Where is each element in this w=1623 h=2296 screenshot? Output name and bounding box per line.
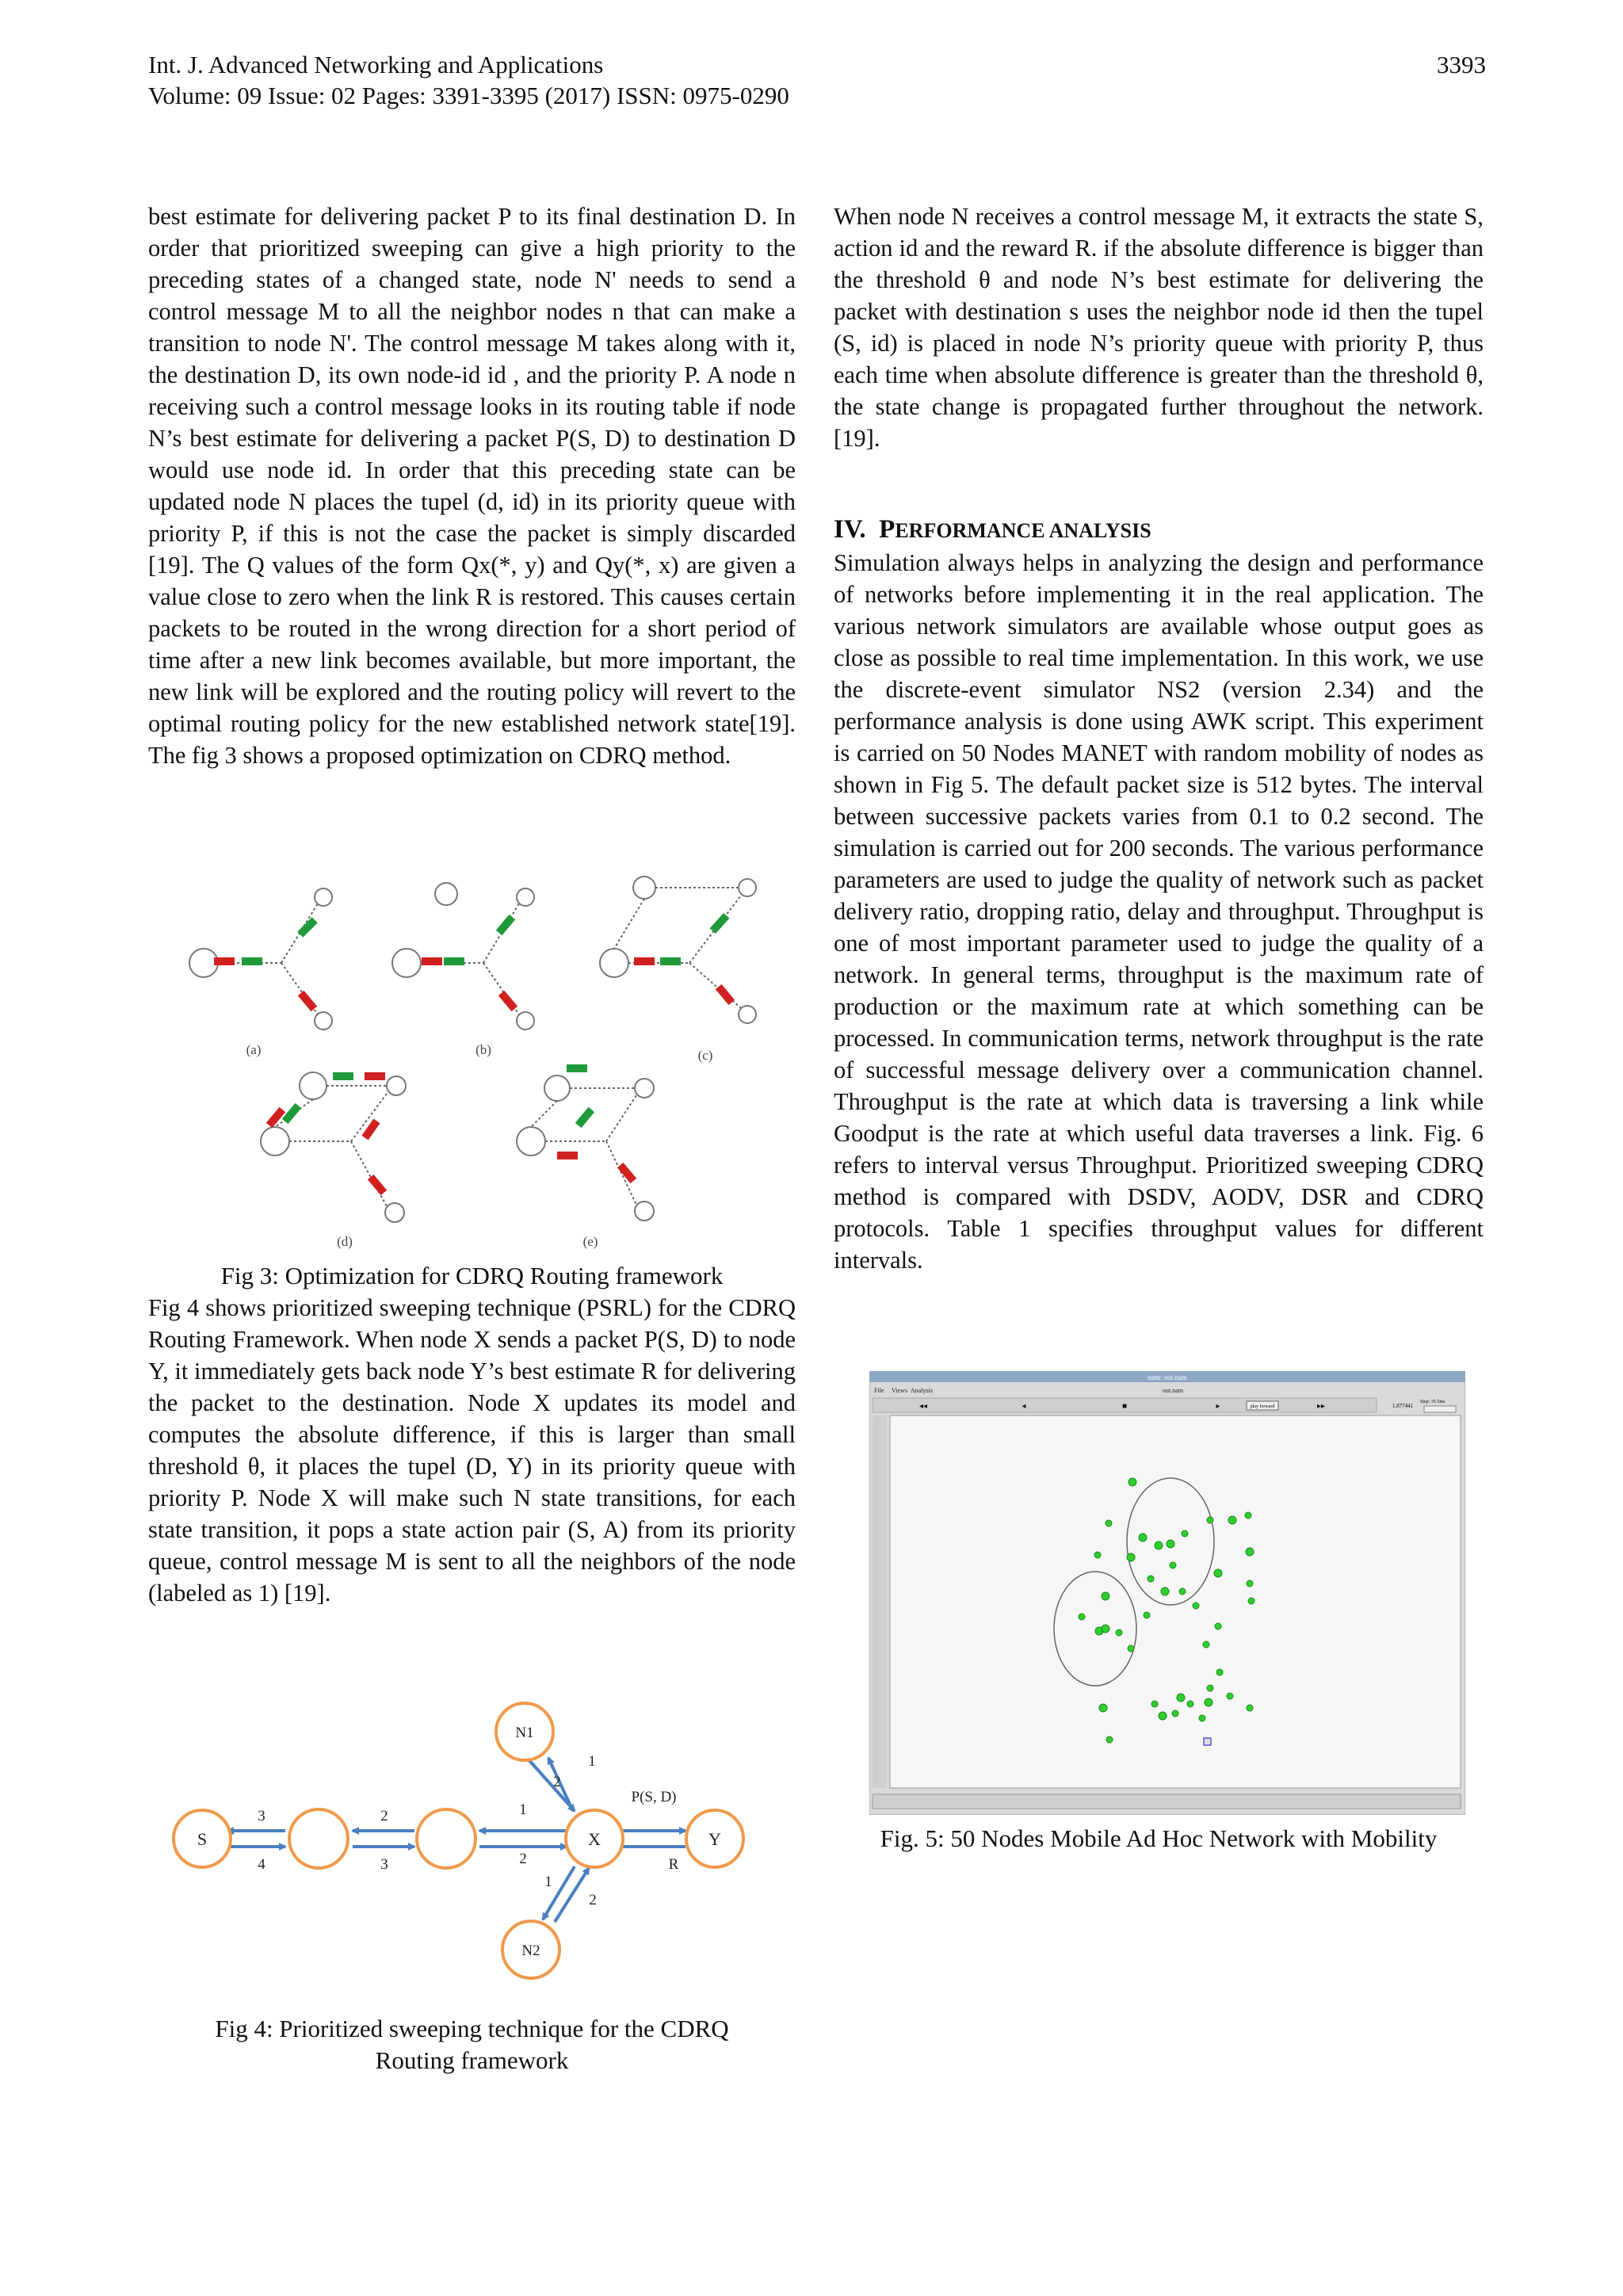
fig5-selected-node: [1204, 1738, 1211, 1745]
section-heading: [834, 514, 1151, 547]
fig4-edge-label: 1: [519, 1801, 527, 1818]
red-packets: [214, 957, 735, 1195]
fig4-node-x-label: X: [588, 1829, 601, 1849]
fig4-edge-label: 2: [589, 1892, 597, 1908]
journal-name: Int. J. Advanced Networking and Applications: [148, 51, 604, 78]
fig4-edge-label: 2: [553, 1774, 561, 1790]
fig4-edge-label: 2: [380, 1808, 388, 1824]
fig5-menu-file[interactable]: File: [874, 1387, 884, 1394]
left-column-bottom: [148, 1292, 796, 1609]
fig5-step-readout: Step: 35.5ms: [1420, 1400, 1445, 1404]
section-title-rest: ERFORMANCE ANALYSIS: [895, 519, 1151, 542]
fig4-diagram: [162, 1652, 796, 2001]
fig5-caption: Fig. 5: 50 Nodes Mobile Ad Hoc Network with Mobility: [880, 1824, 1438, 1852]
fig3-label-d: (d): [337, 1234, 353, 1249]
fig5-back-icon[interactable]: ◂: [1022, 1402, 1026, 1411]
fig4-node-y-label: Y: [708, 1829, 721, 1849]
fig4-caption-line-2: Routing framework: [375, 2046, 569, 2074]
left-paragraph-1: best estimate for delivering packet P to its final destination D. In order that prioritized sweeping can give a high priority to the preceding states of a changed state, node N' needs to send a control message M to all the neighbor nodes n that can make a transition to node N'. The control message M takes along with it, the destination D, its own node-id id , and the priority P. A node n receiving such a control message looks in its routing table if node N’s best estimate for delivering a packet P(S, D) to destination D would use node id. In order that this preceding state can be updated node N places the tupel (d, id) in its priority queue with priority P, if this is not the case the packet is simply discarded [19]. The Q values of the form Qx(*, y) and Qy(*, x) are given a value close to zero when the link R is restored. This causes certain packets to be routed in the wrong direction for a short period of time after a new link becomes available, but more important, the new link will be explored and the routing policy will revert to the optimal routing policy for the new established network state[19]. The fig 3 shows a proposed optimization on CDRQ method.: [148, 203, 796, 769]
fig5-filename: out.nam: [1163, 1387, 1183, 1394]
fig5-menu-views[interactable]: Views: [892, 1387, 907, 1394]
page-number: 3393: [1437, 51, 1486, 78]
fig4-edge-label: 1: [544, 1874, 552, 1890]
section-title-initial: P: [879, 515, 896, 544]
fig5-stop-icon[interactable]: ■: [1121, 1402, 1128, 1411]
fig4-caption: [148, 2013, 796, 2076]
fig5-menu-analysis[interactable]: Analysis: [911, 1387, 933, 1394]
fig4-node-s-label: S: [197, 1829, 208, 1849]
fig3-caption: Fig 3: Optimization for CDRQ Routing framework: [220, 1262, 724, 1289]
fig5-fast-forward-icon[interactable]: ▸▸: [1316, 1402, 1326, 1411]
left-column-top: [148, 201, 796, 771]
right-column-bottom: [834, 547, 1484, 1276]
fig5-rewind-icon[interactable]: ◂◂: [918, 1402, 928, 1411]
fig4-edge-label: R: [668, 1856, 679, 1873]
fig3-diagram: [162, 864, 789, 1252]
fig4-edge-label: P(S, D): [631, 1789, 677, 1805]
fig4-node-n1-label: N1: [515, 1725, 534, 1741]
fig4-edge-label: 1: [588, 1753, 596, 1770]
right-paragraph-1: When node N receives a control message M, it extracts the state S, action id and the reward R. if the absolute difference is bigger than the threshold θ and node N’s best estimate for delivering the packet with destination s uses the neighbor node id then the tupel (S, id) is placed in node N’s priority queue with priority P, thus each time when absolute difference is greater than the threshold θ, the state change is propagated further throughout the network. [19].: [834, 203, 1484, 452]
page-header: [148, 49, 1486, 111]
fig5-play-icon[interactable]: ▸: [1216, 1402, 1220, 1411]
fig5-canvas: [890, 1415, 1461, 1788]
fig5-nam-screenshot: [869, 1371, 1465, 1815]
fig3-label-e: (e): [582, 1234, 598, 1249]
fig3-label-b: (b): [475, 1042, 491, 1057]
fig3-label-c: (c): [697, 1048, 713, 1063]
fig5-window-title: nam: out.nam: [1148, 1373, 1187, 1381]
left-paragraph-2: Fig 4 shows prioritized sweeping technique (PSRL) for the CDRQ Routing Framework. When node X sends a packet P(S, D) to node Y, it immediately gets back node Y’s best estimate R for delivering the packet to the destination. Node X updates its model and computes the absolute difference, if this is larger than small threshold θ, it places the tupel (D, Y) in its priority queue with priority P. Node X will make such N state transitions, for each state transition, it pops a state action pair (S, A) from its priority queue, control message M is sent to all the neighbors of the node (labeled as 1) [19].: [148, 1294, 796, 1606]
fig3-label-a: (a): [246, 1042, 262, 1057]
fig4-caption-line-1: Fig 4: Prioritized sweeping technique for the CDRQ: [215, 2015, 729, 2042]
fig5-side-toolbar: [873, 1415, 887, 1788]
fig4-edge-label: 3: [380, 1856, 388, 1873]
fig4-node-n2-label: N2: [521, 1943, 540, 1959]
fig5-timeline[interactable]: [873, 1794, 1461, 1809]
section-number: IV.: [834, 515, 866, 544]
right-column-top: [834, 201, 1484, 454]
journal-volume: Volume: 09 Issue: 02 Pages: 3391-3395 (2017) ISSN: 0975-0290: [148, 82, 789, 109]
fig5-play-forward-button[interactable]: play forward: [1250, 1404, 1275, 1409]
fig5-time-readout: 1.877441: [1392, 1403, 1414, 1409]
fig5-step-slider[interactable]: [1424, 1406, 1456, 1412]
right-paragraph-2: Simulation always helps in analyzing the design and performance of networks before implementing it in the real application. The various network simulators are available whose output goes as close as possible to real time implementation. In this work, we use the discrete-event simulator NS2 (version 2.34) and the performance analysis is done using AWK script. This experiment is carried on 50 Nodes MANET with random mobility of nodes as shown in Fig 5. The default packet size is 512 bytes. The interval between successive packets varies from 0.1 to 0.2 second. The simulation is carried out for 200 seconds. The various performance parameters are used to judge the quality of network such as packet delivery ratio, dropping ratio, delay and throughput. Throughput is one of most important parameter used to judge the quality of a network. In general terms, throughput is the maximum rate of production or the maximum rate at which something can be processed. In communication terms, network throughput is the rate of successful message delivery over a communication channel. Throughput is the rate at which data is traversing a link while Goodput is the rate at which useful data traverses a link. Fig. 6 refers to interval versus Throughput. Prioritized sweeping CDRQ method is compared with DSDV, AODV, DSR and CDRQ protocols. Table 1 specifies throughput values for different intervals.: [834, 549, 1484, 1274]
fig4-edge-label: 2: [519, 1851, 527, 1867]
fig4-edge-label: 3: [258, 1808, 265, 1824]
fig4-edge-label: 4: [258, 1856, 265, 1873]
